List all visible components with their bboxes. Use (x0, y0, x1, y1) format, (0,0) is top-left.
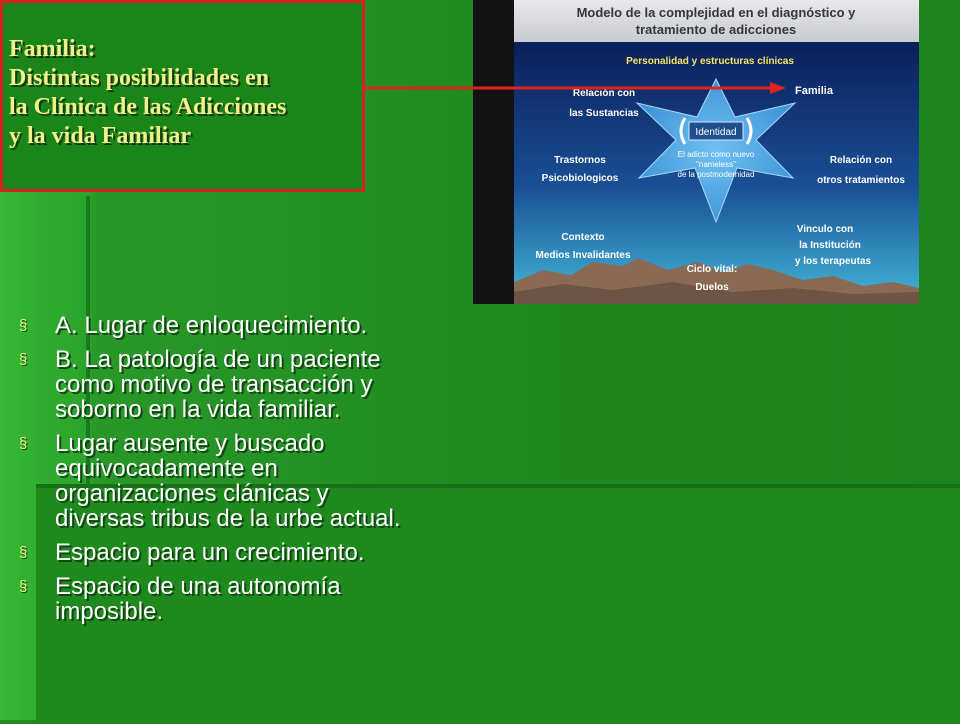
label-vinculo-3: y los terapeutas (794, 256, 872, 267)
bullet-marker: § (19, 351, 28, 368)
label-adicto-3: de la postmodernidad (677, 170, 755, 179)
bullet-marker: § (19, 317, 28, 334)
bullet-line: imposible. (55, 598, 164, 625)
label-adicto-2: "nameless" (696, 160, 736, 169)
bullet-line: equivocadamente en (55, 455, 278, 482)
label-personalidad: Personalidad y estructuras clínicas (626, 56, 794, 67)
bullet-line: como motivo de transacción y (55, 371, 373, 398)
label-identidad: Identidad (695, 127, 737, 138)
diagram-header-line1: Modelo de la complejidad en el diagnóstico y (576, 5, 856, 20)
label-otros-1: Relación con (829, 155, 893, 166)
list-item (16, 313, 516, 338)
bullet-list (16, 313, 516, 633)
bullet-line: A. Lugar de enloquecimiento. (55, 312, 368, 339)
label-relacion-sustancias-2: las Sustancias (569, 108, 639, 119)
label-trastornos-1: Trastornos (554, 155, 606, 166)
bullet-marker: § (19, 578, 28, 595)
bullet-line: organizaciones clánicas y (55, 480, 329, 507)
bullet-line: soborno en la vida familiar. (55, 396, 341, 423)
bullet-line: B. La patología de un paciente (55, 346, 381, 373)
title-box (0, 0, 365, 192)
bullet-marker: § (19, 435, 28, 452)
slide-title (9, 35, 365, 151)
list-item (16, 347, 516, 422)
diagram-svg (473, 0, 919, 304)
diagram-header-line2: tratamiento de adicciones (635, 22, 797, 37)
title-line: la Clínica de las Adicciones (9, 94, 287, 120)
label-contexto-2: Medios Invalidantes (535, 250, 631, 261)
title-line: Distintas posibilidades en (9, 65, 270, 91)
label-adicto-1: El adicto como nuevo (677, 150, 755, 159)
label-ciclo-2: Duelos (695, 282, 729, 293)
list-item (16, 431, 516, 531)
bullet-line: Lugar ausente y buscado (55, 430, 325, 457)
bullet-line: diversas tribus de la urbe actual. (55, 505, 401, 532)
label-trastornos-2: Psicobiologicos (541, 173, 619, 184)
bullet-line: Espacio de una autonomía (55, 573, 341, 600)
label-ciclo-1: Ciclo vital: (686, 264, 738, 275)
label-vinculo-1: Vinculo con (796, 224, 854, 235)
label-otros-2: otros tratamientos (817, 175, 905, 186)
label-familia: Familia (795, 85, 833, 97)
bullet-marker: § (19, 544, 28, 561)
bullet-line: Espacio para un crecimiento. (55, 539, 365, 566)
title-line: Familia: (9, 36, 96, 62)
title-line: y la vida Familiar (9, 123, 191, 149)
label-vinculo-2: la Institución (799, 240, 861, 251)
label-contexto-1: Contexto (561, 232, 605, 243)
complexity-model-diagram (473, 0, 919, 304)
list-item (16, 574, 516, 624)
label-relacion-sustancias-1: Relación con (572, 88, 636, 99)
list-item (16, 540, 516, 565)
